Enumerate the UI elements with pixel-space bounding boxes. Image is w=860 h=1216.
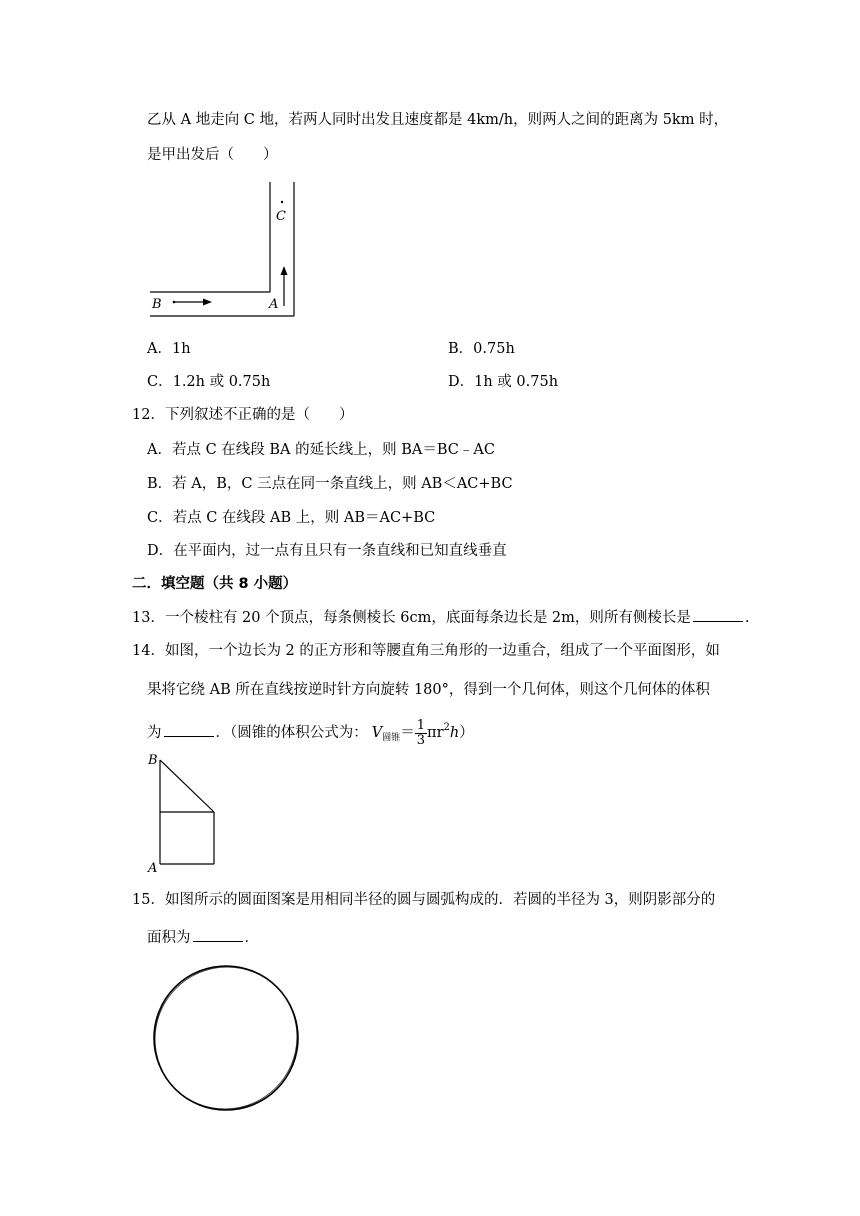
q11-line1: 乙从 A 地走向 C 地，若两人同时出发且速度都是 4km/h，则两人之间的距离为 5km 时， xyxy=(147,112,729,128)
q12-option-a: A．若点 C 在线段 BA 的延长线上，则 BA＝BC﹣AC xyxy=(147,442,495,458)
q12-option-b: B．若 A，B，C 三点在同一条直线上，则 AB＜AC+BC xyxy=(147,476,513,492)
formula-num: 1 xyxy=(416,717,426,733)
formula-v: V xyxy=(371,725,383,741)
q14-label-a: A xyxy=(148,861,158,876)
cone-volume-formula xyxy=(372,718,459,748)
q14-end: ） xyxy=(459,725,474,741)
q15-answer-blank xyxy=(193,927,243,942)
q11-option-c: C．1.2h 或 0.75h xyxy=(147,374,271,390)
q14-prefix: 为 xyxy=(147,725,162,741)
q11-label-a: A xyxy=(269,297,279,312)
q14-figure xyxy=(146,748,226,874)
formula-den: 3 xyxy=(416,732,426,748)
section-heading: 二．填空题（共 8 小题） xyxy=(132,576,298,592)
q15-line2 xyxy=(147,927,259,948)
q15-line1: 15．如图所示的圆面图案是用相同半径的圆与圆弧构成的．若圆的半径为 3，则阴影部分的 xyxy=(132,892,716,908)
q13-end: . xyxy=(744,610,750,626)
q15-end: ． xyxy=(244,930,259,946)
q14-answer-blank xyxy=(164,722,214,737)
q12-stem: 12．下列叙述不正确的是（ ） xyxy=(132,407,354,423)
formula-exp: 2 xyxy=(443,722,450,733)
q12-option-c: C．若点 C 在线段 AB 上，则 AB＝AC+BC xyxy=(147,510,436,526)
formula-h: h xyxy=(449,725,460,741)
q13-text: 13．一个棱柱有 20 个顶点，每条侧棱长 6cm，底面每条边长是 2m，则所有侧棱长是 xyxy=(132,610,691,626)
q11-label-c: C xyxy=(276,209,286,224)
q11-option-b: B．0.75h xyxy=(448,341,515,357)
q11-label-b: B xyxy=(152,297,162,312)
q11-line2: 是甲出发后（ ） xyxy=(147,147,278,163)
q15-prefix: 面积为 xyxy=(147,930,191,946)
formula-pi: π xyxy=(427,725,437,741)
q14-line3 xyxy=(147,718,474,748)
q14-label-b: B xyxy=(148,753,158,768)
q13-answer-blank xyxy=(693,607,743,622)
white-petal-diag2 xyxy=(155,967,297,1109)
q14-line2: 果将它绕 AB 所在直线按逆时针方向旋转 180°，得到一个几何体，则这个几何体的体积 xyxy=(147,682,710,698)
formula-r: r xyxy=(436,725,444,741)
q11-option-a: A．1h xyxy=(147,341,191,357)
formula-eq: ＝ xyxy=(400,725,415,741)
q13 xyxy=(132,607,750,628)
q15-figure xyxy=(148,960,304,1116)
q11-figure xyxy=(148,180,308,320)
q12-option-d: D．在平面内，过一点有且只有一条直线和已知直线垂直 xyxy=(147,543,507,559)
q14-line1: 14．如图，一个边长为 2 的正方形和等腰直角三角形的一边重合，组成了一个平面图形，如 xyxy=(132,643,720,659)
q14-mid: ．（圆锥的体积公式为： xyxy=(215,725,368,741)
formula-fraction xyxy=(415,719,427,748)
formula-sub: 圆锥 xyxy=(382,733,401,743)
q11-option-d: D．1h 或 0.75h xyxy=(448,374,559,390)
